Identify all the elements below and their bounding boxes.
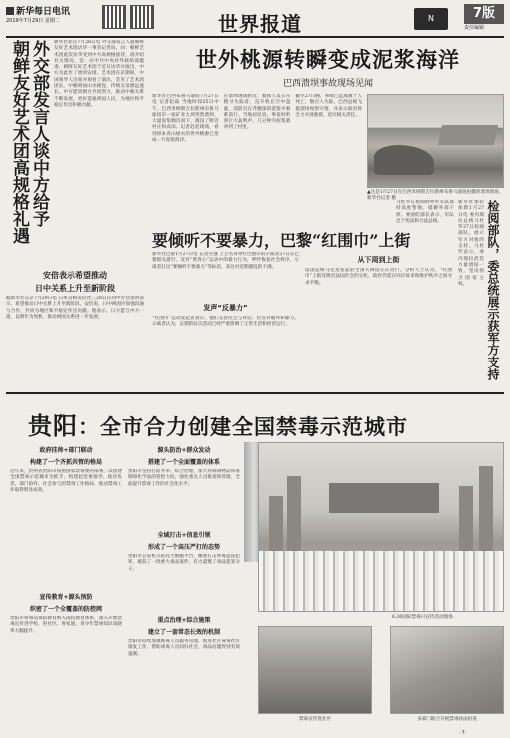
feature-headline: [28, 406, 498, 441]
second-headline: 要倾听不要暴力，巴黎“红围巾”上街: [152, 231, 411, 250]
article-body: 新华社巴西布鲁马迪纽7月27日电 记者赵焱 当地时间25日中午，巴西米纳斯吉拉斯州布鲁马迪纽市一座矿业大坝突然溃坝，大量泥浆倾泻而下，淹没了附近村庄和农田。记者赶赴现场，看到原本青山绿水的世外桃源已变成一片泥浆海洋。: [152, 94, 219, 144]
photo-caption: 禁毒宣传进社区: [298, 717, 332, 722]
article-body: 近年来，贵州省贵阳市按照国家禁毒委的部署，以创建全国禁毒示范城市为抓手，构建起党委领导、政府负责、部门协作、社会参与的禁毒工作格局，推动禁毒工作取得明显成效。: [10, 469, 122, 493]
inline-subhead: 从下周到上街: [357, 256, 400, 264]
building-shape: [438, 125, 498, 145]
feature-body: [6, 442, 504, 728]
feature-column: [128, 442, 240, 728]
stage-shape: [329, 483, 439, 513]
inline-subhead: 全域打击+信息引领: [157, 532, 211, 539]
headline-vertical-a: 朝鲜友好艺术团高规格礼遇: [9, 40, 29, 244]
paper-logo-icon: [6, 7, 14, 15]
right-column: [458, 200, 504, 392]
lead-headline-block: [152, 44, 504, 89]
article-body: “红围巾”运动发起者表示，他们支持民主与对话，但反对破坏和暴力。示威者认为，长期的抗议活动已经严重影响了正常生活和经济运行。: [152, 316, 299, 328]
paper-name: 新华每日电讯: [16, 7, 71, 17]
article-body: 新华社加拉加斯1月27日电 委内瑞拉总统马杜罗27日检阅部队，展示军方对他的支持。马杜罗表示，委内瑞拉武装力量团结一致，坚决捍卫国家主权。: [458, 200, 484, 287]
right-vertical-headline: 检阅部队，委总统展示获军方支持: [486, 200, 500, 380]
inline-subhead: 构建了一个齐抓共管的格局: [29, 459, 102, 466]
article-subhead: 安倍表示希望推动: [43, 271, 107, 280]
inline-subhead: 政府挂帅+部门联动: [39, 447, 93, 454]
article-body: 马杜罗在检阅时呼吁军队保持高度警惕，抵御外部干涉。委国防部长表示，军队忠于宪法和合法总统。: [396, 200, 454, 224]
article-body: 贵阳市公安机关依托大数据平台，精准打击涉毒违法犯罪，破获了一批重大毒品案件，有力震慑了毒品犯罪分子。: [128, 554, 240, 572]
feature-column: [10, 442, 122, 728]
article-body: 贵阳市将毒品预防教育纳入国民教育体系，深入开展禁毒宣传进学校、进社区、进家庭，青少年禁毒知识知晓率大幅提升。: [10, 616, 122, 634]
lead-headline: 世外桃源转瞬变成泥浆海洋: [196, 47, 460, 72]
building-shape: [287, 476, 301, 556]
article-column: [152, 252, 299, 390]
headline-vertical-b: 外交部发言人谈中方给予: [29, 40, 49, 227]
lead-article-columns: [152, 94, 362, 196]
article-body: 截至27日晚，事故已造成数十人死亡，数百人失踪。巴西总统飞抵现场视察灾情，并表示政府将全力开展救援，追究相关责任。: [295, 94, 363, 118]
community-photo: [258, 626, 372, 714]
photo-caption: 多部门联合开展禁毒执法检查: [417, 717, 477, 722]
inline-subhead: 搭建了一个全面覆盖的体系: [147, 459, 220, 466]
photo-caption: 6.26国际禁毒日宣传活动现场: [392, 615, 453, 620]
issue-date: 2019年7月29日 星期二: [6, 18, 60, 24]
article-body: 新华社北京7月28日电 外交部发言人就朝鲜友好艺术团访华一事答记者问。问：朝鲜艺术团此次访华受到中方高规格接待，请介绍有关情况。答：应中共中央对外联络部邀请，朝鲜友好艺术团于近日访华并演出，中方为此作了周到安排。艺术团在京期间，中国领导人出席并观看了演出，会见了艺术团团长。中朝两国山水相连，传统友谊源远流长。中方愿同朝方共同努力，推动中朝关系不断发展，更好造福两国人民，为地区和平稳定作出积极贡献。: [54, 40, 144, 108]
lead-subtitle: 巴西溃坝事故现场见闻: [282, 79, 373, 89]
inline-subhead: 宣传教育+源头预防: [39, 594, 93, 601]
article-body: 贵阳市持续加强吸毒人员服务管理，推进社区戒毒社区康复工作，帮助戒毒人员回归社会，毒品问题得到有效遏制。: [128, 639, 240, 657]
building-shape: [459, 486, 473, 556]
section-badge: N: [414, 8, 448, 30]
dam-collapse-photo: [367, 94, 504, 188]
article-headline: 日中关系上升至新阶段: [35, 284, 115, 293]
editor-label: 责任编辑: [464, 25, 485, 31]
article-body: 法国总统马克龙发起的全国大辩论正在进行。分析人士认为，“红围巾”上街反映出法国社会的分化，政府仍需在回应诉求和维护秩序之间寻求平衡。: [305, 268, 452, 286]
qr-code-icon: [102, 5, 126, 29]
crowd-shape: [259, 551, 504, 611]
inline-subhead: 重点治理+综合施策: [157, 617, 211, 624]
building-shape: [479, 466, 493, 556]
inline-subhead: 形成了一个高压严打的态势: [147, 544, 220, 551]
inline-subhead: 源头防治+群众发动: [157, 447, 211, 454]
section-title: 世界报道: [218, 12, 302, 36]
enforcement-photo: [390, 626, 504, 714]
feature-section: [6, 392, 504, 730]
mudflow-shape: [374, 145, 434, 175]
feature-headline-rest: ：全市合力创建全国禁毒示范城市: [78, 414, 408, 439]
page-footer: ·7·: [460, 730, 467, 736]
inline-subhead: 建立了一套常态长效的机制: [147, 629, 220, 636]
article-body: 据新华社东京7月29日电 日本首相安倍晋三28日在同中方会谈时表示，希望推动日中关系上升至新阶段。安倍说，日中两国应加强沟通与合作，共同为地区和平稳定作出贡献。他表示，日方愿与中方一道，以明年为契机，推动两国关系进一步发展。: [6, 296, 144, 320]
left-lower-article: [6, 268, 144, 408]
page-number: 7版: [464, 4, 504, 24]
paper-brand: [6, 4, 70, 17]
left-column: [6, 40, 144, 290]
inline-subhead: 织密了一个全覆盖的防控网: [29, 606, 102, 613]
feature-headline-accent: 贵阳: [28, 411, 78, 440]
article-body: 在溃坝现场附近，救援人员正在搜寻失踪者。直升机在空中盘旋，消防员在齐腰深的泥浆中艰难前行。当地居民说，事发时听到巨大轰鸣声，几分钟内泥浆就冲到了村里。: [223, 94, 291, 131]
article-body: 贵阳市坚持打防并举、综合治理，加大对制毒物品和易制毒化学品的管控力度，强化重点人员排查和管理，全面提升禁毒工作的社会化水平。: [128, 469, 240, 487]
photo-caption: ▲这是1月27日在巴西米纳斯吉拉斯州布鲁马迪纽拍摄的溃坝现场。新华社记者 摄: [367, 190, 504, 201]
masthead: [6, 4, 504, 38]
building-shape: [269, 496, 283, 556]
rally-photo: [258, 442, 504, 612]
article-body: 新华社巴黎1月27日电 记者应强 上万名身穿红色围巾的示威者27日在巴黎街头游行，反对“黄背心”运动中的暴力行为，呼吁恢复社会秩序。示威者打出“要倾听不要暴力”等标语，表达对近期骚乱的不满。: [152, 252, 299, 270]
inline-subhead: 发声“反暴力”: [203, 304, 248, 312]
qr-code-icon: [130, 5, 154, 29]
